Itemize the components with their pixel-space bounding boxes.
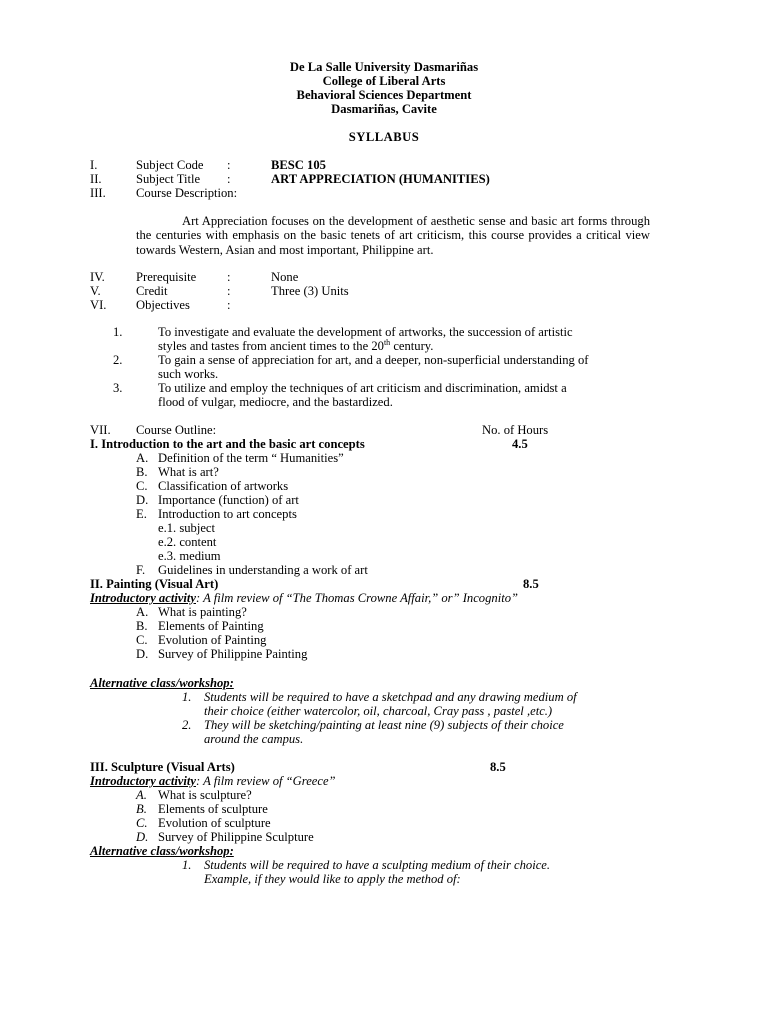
workshop-num: 1. <box>182 858 192 872</box>
hours-label: No. of Hours <box>482 423 549 437</box>
info-label: Subject Title <box>136 172 201 186</box>
item-text: Definition of the term “ Humanities” <box>158 451 344 465</box>
section-title: III. Sculpture (Visual Arts) <box>90 760 235 774</box>
item-letter: B. <box>136 802 147 816</box>
item-text: What is painting? <box>158 605 247 619</box>
item-text: Survey of Philippine Sculpture <box>158 830 314 844</box>
section-title: I. Introduction to the art and the basic art concepts <box>90 437 365 451</box>
department-name: Behavioral Sciences Department <box>296 88 472 102</box>
workshop-label: Alternative class/workshop: <box>90 844 234 858</box>
info-label: Subject Code <box>136 158 204 172</box>
objective-text-cont: styles and tastes from ancient times to the 20th century. <box>158 337 434 353</box>
item-text: Importance (function) of art <box>158 493 299 507</box>
objective-text-cont: flood of vulgar, mediocre, and the bastardized. <box>158 395 393 409</box>
item-letter: A. <box>136 788 147 802</box>
item-text: What is art? <box>158 465 219 479</box>
workshop-num: 2. <box>182 718 192 732</box>
info-num: VI. <box>90 298 107 312</box>
credit-value: Three (3) Units <box>271 284 349 298</box>
info-num: V. <box>90 284 101 298</box>
workshop-text-cont: their choice (either watercolor, oil, charcoal, Cray pass , pastel ,etc.) <box>204 704 553 718</box>
outline-label: Course Outline: <box>136 423 217 437</box>
section-hours: 8.5 <box>523 577 539 591</box>
item-letter: D. <box>136 830 149 844</box>
item-letter: B. <box>136 619 148 633</box>
item-text: Evolution of Painting <box>158 633 267 647</box>
workshop-text: Students will be required to have a sculpting medium of their choice. <box>204 858 551 872</box>
section-hours: 4.5 <box>512 437 528 451</box>
item-letter: D. <box>136 493 149 507</box>
info-colon: : <box>227 172 231 186</box>
item-letter: C. <box>136 816 148 830</box>
subitem-text: e.2. content <box>158 535 217 549</box>
item-text: Elements of sculpture <box>158 802 268 816</box>
objective-num: 1. <box>113 325 123 339</box>
item-text: Elements of Painting <box>158 619 264 633</box>
item-text: What is sculpture? <box>158 788 252 802</box>
info-num: IV. <box>90 270 105 284</box>
workshop-label: Alternative class/workshop: <box>90 676 234 690</box>
subject-code: BESC 105 <box>271 158 326 172</box>
info-label: Prerequisite <box>136 270 197 284</box>
introductory-activity: Introductory activity: A film review of “Greece” <box>90 774 336 788</box>
workshop-text: Students will be required to have a sketchpad and any drawing medium of <box>204 690 577 704</box>
item-letter: F. <box>136 563 146 577</box>
document-title: SYLLABUS <box>348 130 420 144</box>
item-text: Introduction to art concepts <box>158 507 297 521</box>
introductory-activity: Introductory activity: A film review of “The Thomas Crowne Affair,” or” Incognito” <box>90 591 518 605</box>
info-num: II. <box>90 172 102 186</box>
item-text: Evolution of sculpture <box>158 816 271 830</box>
item-text: Guidelines in understanding a work of art <box>158 563 368 577</box>
info-colon: : <box>227 298 231 312</box>
location: Dasmariñas, Cavite <box>331 102 437 116</box>
college-name: College of Liberal Arts <box>322 74 446 88</box>
objective-text: To investigate and evaluate the development of artworks, the succession of artistic <box>158 325 573 339</box>
workshop-text: They will be sketching/painting at least nine (9) subjects of their choice <box>204 718 564 732</box>
objective-text-cont: such works. <box>158 367 219 381</box>
course-description-text: Art Appreciation focuses on the development of aesthetic sense and basic art forms through the centuries with emphasis on the basic tenets of art criticism, this course provides a critical view towards Western, Asian and most important, Philippine art. <box>136 214 650 257</box>
item-letter: E. <box>136 507 147 521</box>
university-name: De La Salle University Dasmariñas <box>289 60 479 74</box>
info-label: Objectives <box>136 298 190 312</box>
course-description <box>136 214 650 257</box>
item-letter: C. <box>136 479 148 493</box>
workshop-num: 1. <box>182 690 192 704</box>
item-letter: A. <box>136 605 149 619</box>
item-letter: C. <box>136 633 148 647</box>
objective-text: To utilize and employ the techniques of art criticism and discrimination, amidst a <box>158 381 567 395</box>
info-label: Credit <box>136 284 168 298</box>
objective-text: To gain a sense of appreciation for art, and a deeper, non-superficial understanding of <box>158 353 589 367</box>
subitem-text: e.1. subject <box>158 521 216 535</box>
outline-num: VII. <box>90 423 111 437</box>
info-colon: : <box>227 158 231 172</box>
prerequisite-value: None <box>271 270 299 284</box>
objective-num: 2. <box>113 353 123 367</box>
item-text: Survey of Philippine Painting <box>158 647 308 661</box>
subject-title: ART APPRECIATION (HUMANITIES) <box>271 172 490 186</box>
info-colon: : <box>227 270 231 284</box>
section-hours: 8.5 <box>490 760 506 774</box>
item-letter: A. <box>136 451 149 465</box>
info-num: III. <box>90 186 106 200</box>
item-text: Classification of artworks <box>158 479 289 493</box>
info-label: Course Description: <box>136 186 238 200</box>
workshop-text-cont: Example, if they would like to apply the method of: <box>204 872 461 886</box>
item-letter: D. <box>136 647 149 661</box>
info-num: I. <box>90 158 98 172</box>
section-title: II. Painting (Visual Art) <box>90 577 219 591</box>
subitem-text: e.3. medium <box>158 549 221 563</box>
objective-num: 3. <box>113 381 123 395</box>
info-colon: : <box>227 284 231 298</box>
item-letter: B. <box>136 465 148 479</box>
workshop-text-cont: around the campus. <box>204 732 304 746</box>
